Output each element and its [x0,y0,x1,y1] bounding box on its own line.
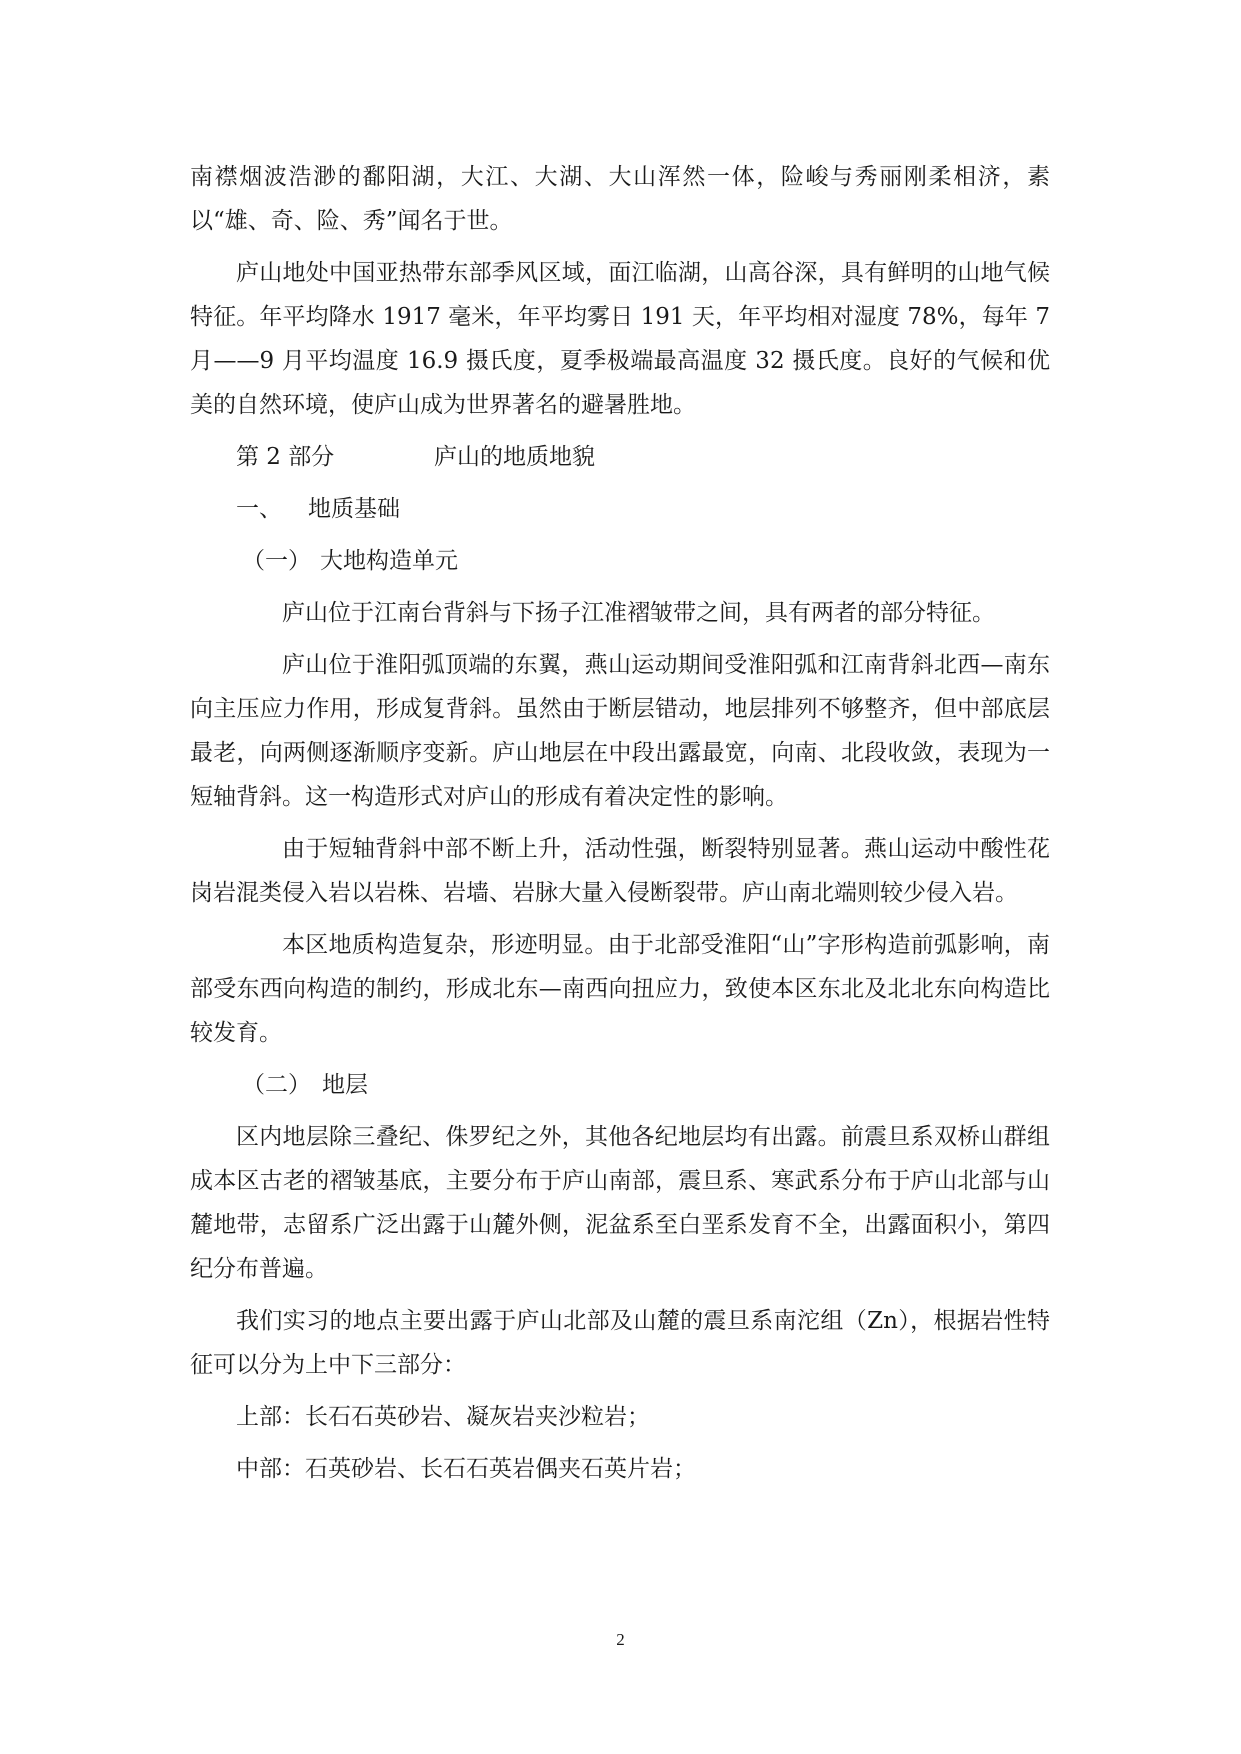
paragraph-climate: 庐山地处中国亚热带东部季风区域，面江临湖，山高谷深，具有鲜明的山地气候特征。年平均降水 1917 毫米，年平均雾日 191 天，年平均相对湿度 78%，每年 7 月——9 月平均温度 16.9 摄氏度，夏季极端最高温度 32 摄氏度。良好的气候和优美的自然环境，使庐山成为世界著名的避暑胜地。 [190,260,1050,418]
paragraph-tectonic-2: 庐山位于淮阳弧顶端的东翼，燕山运动期间受淮阳弧和江南背斜北西—南东向主压应力作用，形成复背斜。虽然由于断层错动，地层排列不够整齐，但中部底层最老，向两侧逐渐顺序变新。庐山地层在中段出露最宽，向南、北段收敛，表现为一短轴背斜。这一构造形式对庐山的形成有着决定性的影响。 [190,652,1050,810]
paragraph-tectonic-3: 由于短轴背斜中部不断上升，活动性强，断裂特别显著。燕山运动中酸性花岗岩混类侵入岩以岩株、岩墙、岩脉大量入侵断裂带。庐山南北端则较少侵入岩。 [190,836,1050,906]
paragraph-tectonic-1: 庐山位于江南台背斜与下扬子江准褶皱带之间，具有两者的部分特征。 [282,600,995,626]
section-title: 地质基础 [308,496,400,522]
subsection-heading-strata [190,1063,1050,1107]
paragraph-intro-continued: 南襟烟波浩渺的鄱阳湖，大江、大湖、大山浑然一体，险峻与秀丽刚柔相济，素以“雄、奇、险、秀”闻名于世。 [190,164,1050,234]
subsection-title: 大地构造单元 [320,548,458,574]
paragraph-strata-1: 区内地层除三叠纪、侏罗纪之外，其他各纪地层均有出露。前震旦系双桥山群组成本区古老的褶皱基底，主要分布于庐山南部，震旦系、寒武系分布于庐山北部与山麓地带，志留系广泛出露于山麓外侧，泥盆系至白垩系发育不全，出露面积小，第四纪分布普遍。 [190,1124,1050,1282]
subsection-heading-tectonic [190,539,1050,583]
part-title: 庐山的地质地貌 [434,444,595,470]
subsection-title: 地层 [322,1072,368,1098]
paragraph-tectonic-4: 本区地质构造复杂，形迹明显。由于北部受淮阳“山”字形构造前弧影响，南部受东西向构造的制约，形成北东—南西向扭应力，致使本区东北及北北东向构造比较发育。 [190,932,1050,1046]
section-heading [190,487,1050,531]
part-heading [190,435,1050,479]
document-body [190,155,1050,1499]
strata-item-middle: 中部：石英砂岩、长石石英岩偶夹石英片岩； [236,1456,696,1482]
subsection-number: （一） [242,548,311,574]
strata-item-upper: 上部：长石石英砂岩、凝灰岩夹沙粒岩； [236,1404,650,1430]
paragraph-strata-2: 我们实习的地点主要出露于庐山北部及山麓的震旦系南沱组（Zn），根据岩性特征可以分为上中下三部分： [190,1308,1050,1378]
part-number: 第 2 部分 [236,444,335,470]
section-number: 一、 [236,496,282,522]
subsection-number: （二） [242,1072,311,1098]
page-number: 2 [616,1630,625,1649]
